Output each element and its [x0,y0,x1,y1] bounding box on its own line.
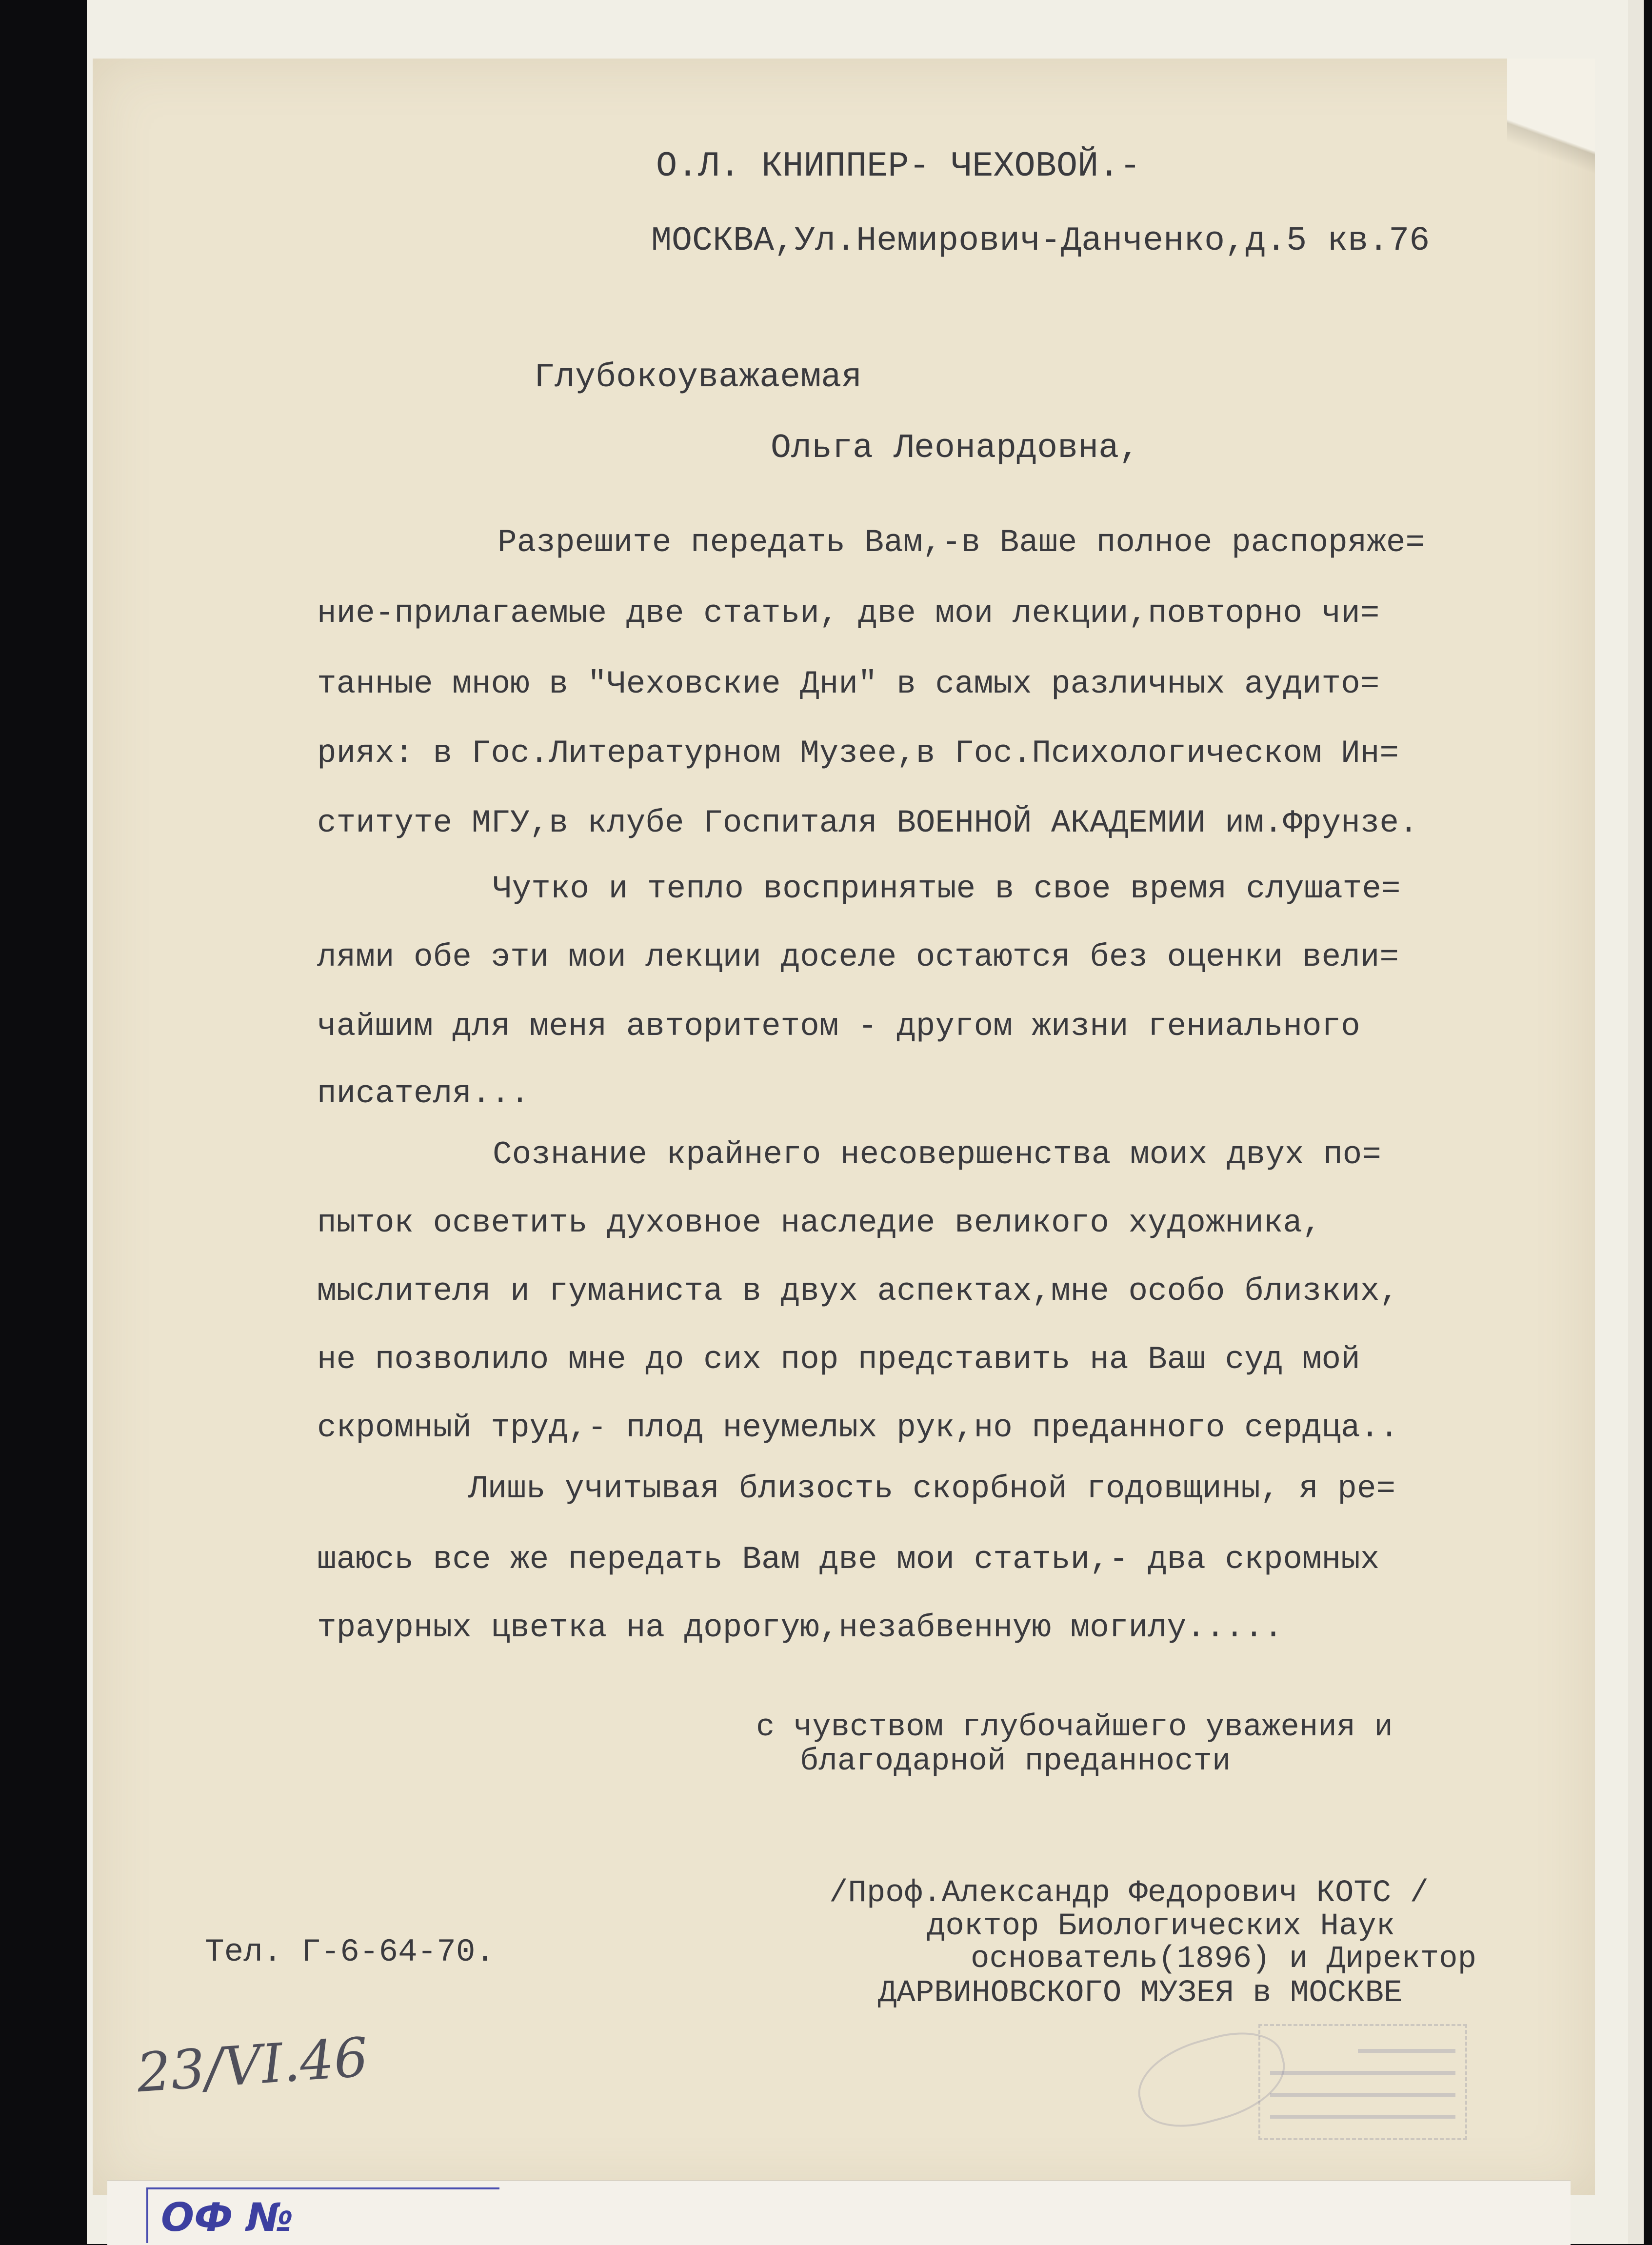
paragraph-1-line-2: ние-прилагаемые две статьи, две мои лекции,повторно чи= [317,595,1380,632]
paragraph-3-line-4: не позволило мне до сих пор представить на Ваш суд мой [317,1341,1360,1378]
recipient-name: О.Л. КНИППЕР- ЧЕХОВОЙ.- [656,146,1141,186]
paragraph-1-line-3: танные мною в "Чеховские Дни" в самых различных аудито= [317,666,1380,702]
closing-line-2: благодарной преданности [800,1744,1231,1779]
paragraph-4-line-1: Лишь учитывая близость скорбной годовщины, я ре= [468,1470,1396,1507]
paragraph-3-line-1: Сознание крайнего несовершенства моих двух по= [493,1136,1381,1173]
paragraph-4-line-2: шаюсь все же передать Вам две мои статьи,- два скромных [317,1541,1380,1578]
signature-name: /Проф.Александр Федорович КОТС / [829,1876,1429,1911]
paragraph-2-line-4: писателя... [317,1075,530,1112]
closing-line-1: с чувством глубочайшего уважения и [756,1710,1393,1745]
paragraph-1-line-1: Разрешите передать Вам,-в Ваше полное распоряже= [498,524,1425,561]
paragraph-3-line-3: мыслителя и гуманиста в двух аспектах,мне особо близких, [317,1273,1399,1310]
signature-museum: ДАРВИНОВСКОГО МУЗЕЯ в МОСКВЕ [878,1976,1403,2011]
folded-corner [1507,59,1595,219]
paragraph-4-line-3: траурных цветка на дорогую,незабвенную могилу..... [317,1609,1283,1646]
recipient-address: МОСКВА,Ул.Немирович-Данченко,д.5 кв.76 [651,222,1430,260]
paragraph-1-line-5: ституте МГУ,в клубе Госпиталя ВОЕННОЙ АКАДЕМИИ им.Фрунзе. [317,805,1418,841]
paragraph-2-line-3: чайшим для меня авторитетом - другом жизни гениального [317,1008,1360,1045]
inventory-number: ОФ № [161,2195,294,2240]
museum-stamp [1258,2024,1467,2140]
signature-title: доктор Биологических Наук [927,1909,1395,1944]
paragraph-2-line-2: лями обе эти мои лекции доселе остаются без оценки вели= [317,939,1399,975]
phone-number: Тел. Г-6-64-70. [205,1934,495,1970]
signature-position: основатель(1896) и Директор [971,1942,1476,1977]
paragraph-3-line-5: скромный труд,- плод неумелых рук,но преданного сердца.. [317,1410,1399,1446]
paragraph-1-line-4: риях: в Гос.Литературном Музее,в Гос.Психологическом Ин= [317,735,1399,772]
salutation-line-1: Глубокоуважаемая [534,358,862,397]
handwritten-date: 23/VI.46 [135,2026,370,2105]
salutation-line-2: Ольга Леонардовна, [771,429,1140,468]
paragraph-2-line-1: Чутко и тепло воспринятые в свое время слушате= [493,871,1401,907]
paragraph-3-line-2: пыток осветить духовное наследие великого художника, [317,1205,1322,1241]
